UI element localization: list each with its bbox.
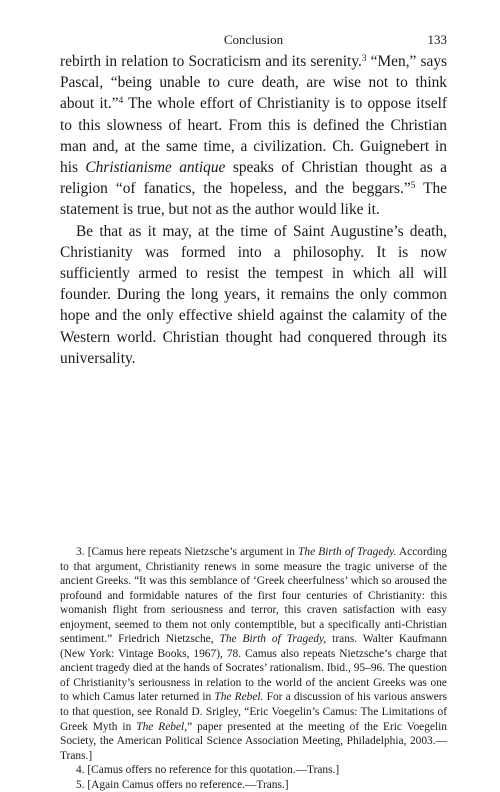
title-birth-of-tragedy: The Birth of Tragedy,: [219, 633, 327, 646]
footnote-ref-3[interactable]: 3: [361, 52, 367, 63]
footnote-ref-4[interactable]: 4: [118, 95, 124, 106]
text-run: speaks of Christian thought as a religion “of fanatics, the hopeless, and the beggars.”: [60, 159, 447, 198]
title-the-rebel: The Rebel.: [214, 691, 264, 704]
text-run: According to that argument, Christianity renews in some measure the tragic universe of the ancient Greeks. “It was this semblance of ‘Greek cheerfulness’ which so aroused the profound and formidable natures of the first four centuries of Christianity: this womanish flight from seriousness and terror, this craven satisfaction with easy enjoyment, seemed to them not only contemptible, but a specifically anti-Christian sentiment.” Friedrich Nietzsche,: [60, 546, 448, 646]
text-run: 3. [Camus here repeats Nietzsche’s argument in: [76, 546, 299, 558]
text-run: For a discussion of his various answers to that question, see Ronald D. Srigley, “Eric Voegelin’s Camus: The Limitations of Greek Myth in: [60, 691, 447, 733]
page-number: 133: [427, 32, 447, 47]
footnote-3: [60, 545, 447, 763]
body-paragraph-2: Be that as it may, at the time of Saint Augustine’s death, Christianity was formed into a philosophy. It is now sufficiently armed to resist the tempest in which all will founder. During the long years, it remains the only common hope and the only effective shield against the calamity of the Western world. Christian thought had conquered through its universality.: [60, 222, 447, 367]
running-head: [60, 32, 447, 50]
title-the-rebel: The Rebel,: [136, 720, 188, 733]
text-run: rebirth in relation to Socraticism and its serenity.: [60, 53, 362, 70]
body-text: [60, 51, 447, 369]
footnotes: [60, 545, 447, 792]
text-run: ” paper presented at the meeting of the Eric Voegelin Society, the American Political Science Association Meeting, Philadelphia, 2003.—Trans.]: [60, 720, 447, 762]
footnote-4: 4. [Camus offers no reference for this quotation.—Trans.]: [76, 764, 340, 777]
text-run: The whole effort of Christianity is to oppose itself to this slowness of heart. From this is defined the Christian man and, at the same time, a civilization. Ch. Guignebert in his: [60, 95, 447, 177]
title-birth-of-tragedy: The Birth of Tragedy.: [298, 546, 397, 558]
footnote-5: 5. [Again Camus offers no reference.—Trans.]: [76, 778, 289, 791]
text-run: “Men,” says Pascal, “being unable to cure death, are wise not to think about it.”: [60, 53, 448, 113]
body-paragraph-1: [60, 51, 447, 221]
footnote-ref-5[interactable]: 5: [410, 180, 416, 191]
text-run: trans. Walter Kaufmann (New York: Vintage Books, 1967), 78. Camus also repeats Nietzsche’s charge that ancient tragedy died at the hands of Socrates’ rationalism. Ibid., 95–96. The question of Christianity’s seriousness in relation to the world of the ancient Greeks was one to which Camus later returned in: [60, 633, 447, 704]
running-title: Conclusion: [223, 32, 284, 47]
book-title-christianisme-antique: Christianisme antique: [85, 159, 226, 177]
text-run: The statement is true, but not as the author would like it.: [60, 180, 447, 219]
